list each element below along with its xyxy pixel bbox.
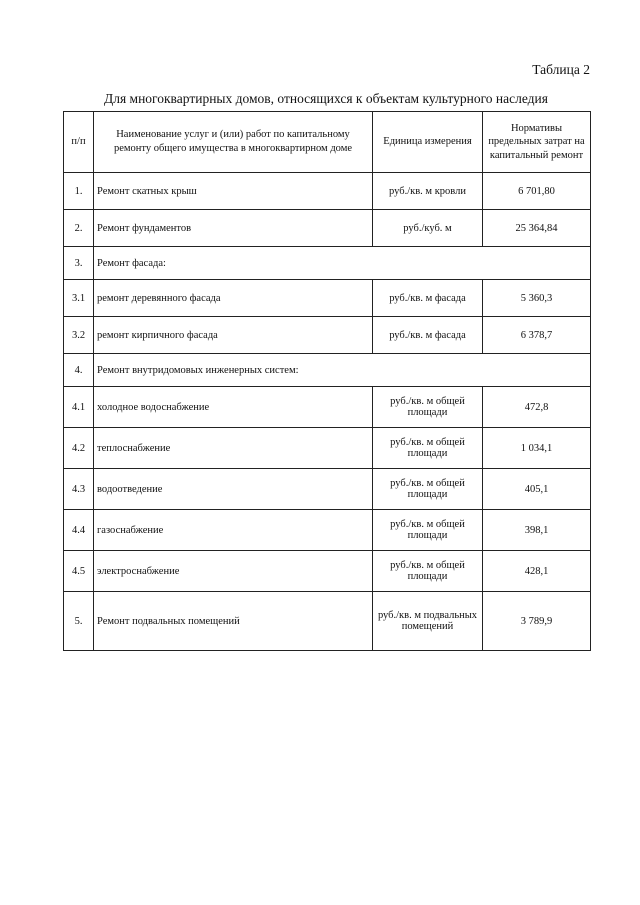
- table-row: [64, 428, 591, 469]
- norms-table: [63, 111, 591, 651]
- table-header-row: [64, 112, 591, 173]
- row-name: Ремонт подвальных помещений: [94, 592, 373, 651]
- table-section-row: [64, 247, 591, 280]
- table-row: [64, 592, 591, 651]
- table-row: [64, 510, 591, 551]
- row-name: ремонт кирпичного фасада: [94, 317, 373, 354]
- row-unit: руб./кв. м общей площади: [373, 510, 483, 551]
- header-num: п/п: [64, 112, 94, 173]
- row-name: ремонт деревянного фасада: [94, 280, 373, 317]
- row-num: 3.2: [64, 317, 94, 354]
- row-num: 3.1: [64, 280, 94, 317]
- row-name: водоотведение: [94, 469, 373, 510]
- row-value: 6 701,80: [483, 173, 591, 210]
- table-row: [64, 469, 591, 510]
- section-title: Ремонт внутридомовых инженерных систем:: [94, 354, 591, 387]
- row-name: теплоснабжение: [94, 428, 373, 469]
- row-num: 1.: [64, 173, 94, 210]
- row-num: 4.3: [64, 469, 94, 510]
- row-name: газоснабжение: [94, 510, 373, 551]
- row-value: 25 364,84: [483, 210, 591, 247]
- row-num: 4.5: [64, 551, 94, 592]
- row-value: 5 360,3: [483, 280, 591, 317]
- row-name: Ремонт фундаментов: [94, 210, 373, 247]
- table-row: [64, 317, 591, 354]
- row-num: 4.4: [64, 510, 94, 551]
- row-value: 6 378,7: [483, 317, 591, 354]
- row-num: 4.1: [64, 387, 94, 428]
- row-unit: руб./кв. м общей площади: [373, 428, 483, 469]
- table-label: Таблица 2: [532, 62, 590, 77]
- row-unit: руб./куб. м: [373, 210, 483, 247]
- header-unit: Единица измерения: [373, 112, 483, 173]
- table-row: [64, 387, 591, 428]
- row-unit: руб./кв. м фасада: [373, 280, 483, 317]
- row-value: 398,1: [483, 510, 591, 551]
- header-value: Нормативы предельных затрат на капитальный ремонт: [483, 112, 591, 173]
- row-unit: руб./кв. м подвальных помещений: [373, 592, 483, 651]
- row-unit: руб./кв. м общей площади: [373, 551, 483, 592]
- row-name: холодное водоснабжение: [94, 387, 373, 428]
- table-caption: Для многоквартирных домов, относящихся к объектам культурного наследия: [104, 91, 548, 106]
- row-value: 472,8: [483, 387, 591, 428]
- row-num: 2.: [64, 210, 94, 247]
- row-value: 1 034,1: [483, 428, 591, 469]
- row-num: 4.: [64, 354, 94, 387]
- row-num: 5.: [64, 592, 94, 651]
- row-value: 3 789,9: [483, 592, 591, 651]
- table-row: [64, 280, 591, 317]
- row-value: 405,1: [483, 469, 591, 510]
- table-row: [64, 173, 591, 210]
- row-num: 3.: [64, 247, 94, 280]
- row-num: 4.2: [64, 428, 94, 469]
- row-value: 428,1: [483, 551, 591, 592]
- table-row: [64, 210, 591, 247]
- table-section-row: [64, 354, 591, 387]
- row-name: электроснабжение: [94, 551, 373, 592]
- table-row: [64, 551, 591, 592]
- row-unit: руб./кв. м фасада: [373, 317, 483, 354]
- row-name: Ремонт скатных крыш: [94, 173, 373, 210]
- header-name: Наименование услуг и (или) работ по капитальному ремонту общего имущества в многоквартирном доме: [94, 112, 373, 173]
- section-title: Ремонт фасада:: [94, 247, 591, 280]
- row-unit: руб./кв. м общей площади: [373, 387, 483, 428]
- row-unit: руб./кв. м общей площади: [373, 469, 483, 510]
- row-unit: руб./кв. м кровли: [373, 173, 483, 210]
